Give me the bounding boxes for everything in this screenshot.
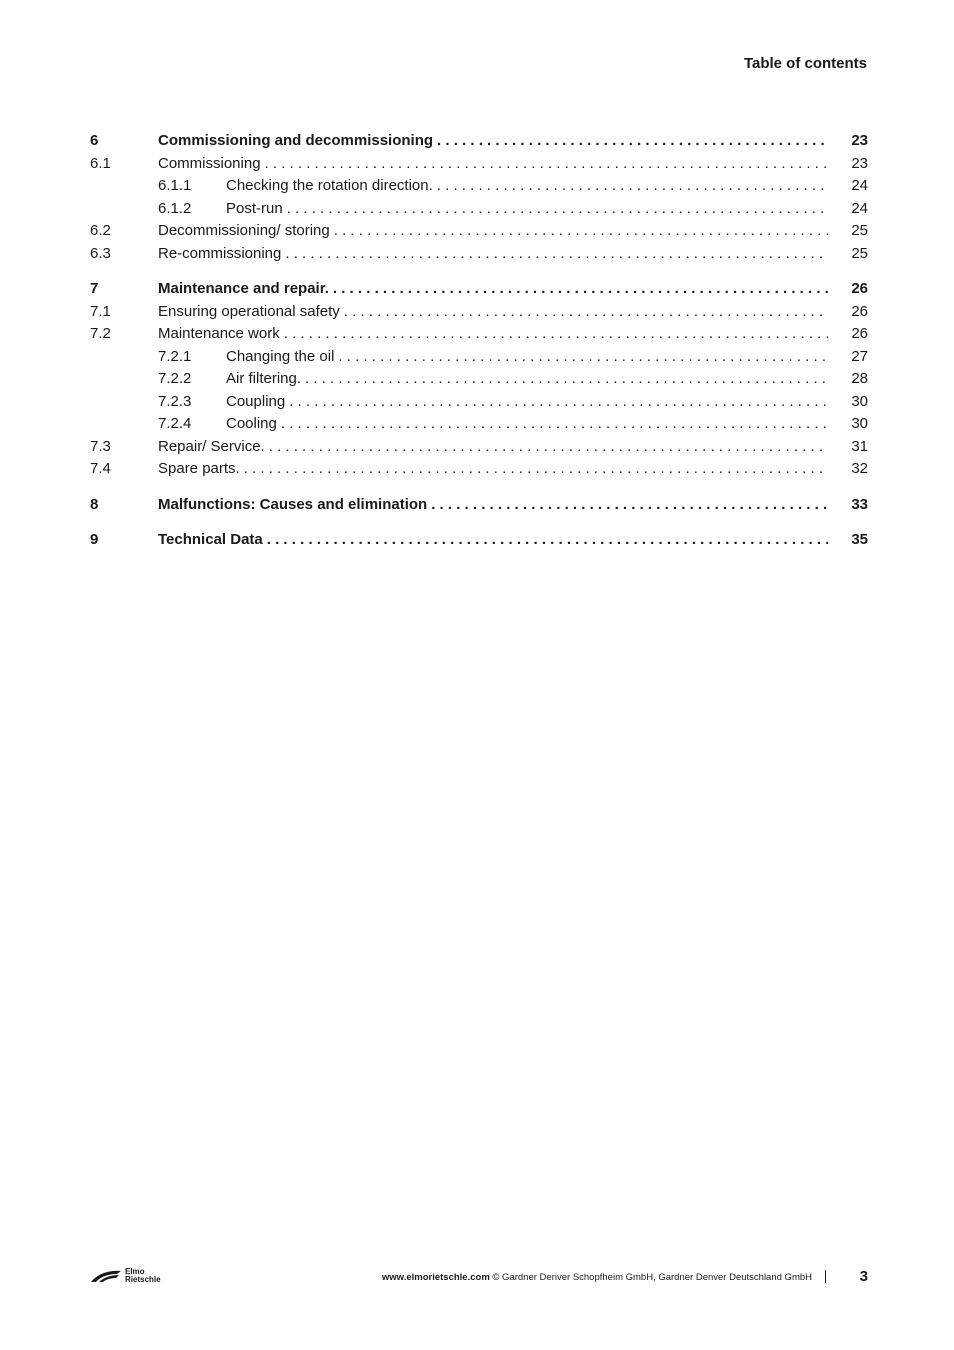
- toc-entry[interactable]: [90, 198, 868, 221]
- table-of-contents: [90, 130, 868, 552]
- logo-line-2: Rietschle: [125, 1275, 161, 1284]
- toc-entry-page: 28: [851, 370, 868, 387]
- toc-entry-number: 7: [90, 280, 99, 297]
- toc-dot-leader: [437, 175, 828, 198]
- toc-entry-number: 6.3: [90, 244, 111, 262]
- toc-entry-number: 7.3: [90, 437, 111, 455]
- toc-dot-leader: [269, 436, 828, 459]
- logo-wordmark: [125, 1268, 161, 1284]
- toc-dot-leader: [431, 494, 828, 517]
- toc-dot-leader: [289, 391, 828, 414]
- toc-entry-title: Spare parts.: [158, 460, 240, 477]
- toc-entry-number: 7.2: [90, 325, 111, 342]
- toc-entry-number: 6: [90, 132, 99, 149]
- toc-entry-title: Checking the rotation direction.: [226, 177, 433, 194]
- toc-entry-page: 31: [851, 437, 868, 455]
- toc-entry-page: 26: [851, 302, 868, 320]
- toc-entry-page: 24: [851, 199, 868, 217]
- footer-copyright: [382, 1272, 812, 1283]
- toc-dot-leader: [338, 346, 828, 369]
- toc-entry-title: Post-run: [226, 199, 283, 217]
- toc-entry-title: Air filtering.: [226, 370, 302, 387]
- toc-entry-title: Commissioning and decommissioning: [158, 132, 434, 149]
- toc-entry[interactable]: [90, 278, 868, 301]
- toc-dot-leader: [267, 529, 828, 552]
- toc-dot-leader: [265, 153, 828, 176]
- toc-entry-number: 6.1.2: [158, 199, 192, 217]
- toc-entry-page: 23: [851, 132, 868, 149]
- toc-entry[interactable]: [90, 391, 868, 414]
- toc-entry-title: Commissioning: [158, 154, 261, 172]
- toc-dot-leader: [344, 301, 828, 324]
- toc-entry-page: 26: [851, 280, 868, 297]
- toc-entry-number: 6.2: [90, 222, 111, 239]
- toc-dot-leader: [284, 323, 828, 346]
- toc-entry-page: 32: [851, 460, 868, 477]
- toc-entry-page: 25: [851, 244, 868, 262]
- toc-entry[interactable]: [90, 413, 868, 436]
- page-header-title: Table of contents: [743, 55, 867, 72]
- toc-dot-leader: [437, 130, 828, 153]
- footer-website-link[interactable]: www.elmorietschle.com: [381, 1272, 490, 1283]
- toc-dot-leader: [287, 198, 828, 221]
- toc-dot-leader: [334, 220, 828, 243]
- toc-entry-number: 7.1: [90, 302, 111, 320]
- toc-entry[interactable]: [90, 346, 868, 369]
- toc-entry-title: Technical Data: [158, 531, 263, 548]
- page-footer: [90, 1268, 868, 1288]
- toc-entry-page: 33: [851, 495, 868, 513]
- toc-entry[interactable]: [90, 243, 868, 266]
- footer-copyright-text: © Gardner Denver Schopfheim GmbH, Gardner Denver Deutschland GmbH: [489, 1272, 812, 1283]
- toc-entry-title: Maintenance work: [158, 325, 280, 342]
- toc-entry-number: 7.4: [90, 460, 111, 477]
- swoosh-logo-icon: [90, 1269, 122, 1283]
- toc-entry-number: 7.2.4: [158, 415, 192, 432]
- toc-entry[interactable]: [90, 458, 868, 481]
- toc-dot-leader: [285, 243, 828, 266]
- toc-entry-page: 26: [851, 325, 868, 342]
- footer-page-number: 3: [859, 1268, 868, 1285]
- toc-entry[interactable]: [90, 494, 868, 517]
- brand-logo: [90, 1268, 161, 1284]
- toc-entry-title: Malfunctions: Causes and elimination: [158, 495, 428, 513]
- toc-entry-number: 7.2.1: [158, 347, 192, 365]
- toc-entry-page: 23: [851, 154, 868, 172]
- toc-entry-title: Cooling: [226, 415, 277, 432]
- toc-dot-leader: [244, 458, 828, 481]
- toc-entry-title: Ensuring operational safety: [158, 302, 340, 320]
- toc-entry-title: Re-commissioning: [158, 244, 282, 262]
- toc-entry-page: 24: [851, 177, 868, 194]
- toc-entry-title: Maintenance and repair.: [158, 280, 329, 297]
- toc-entry-title: Repair/ Service.: [158, 437, 265, 455]
- toc-entry-number: 6.1: [90, 154, 111, 172]
- toc-entry-number: 6.1.1: [158, 177, 192, 194]
- toc-entry[interactable]: [90, 529, 868, 552]
- toc-entry[interactable]: [90, 436, 868, 459]
- toc-entry-page: 30: [851, 392, 868, 410]
- toc-dot-leader: [305, 368, 828, 391]
- toc-entry-page: 25: [851, 222, 868, 239]
- toc-entry[interactable]: [90, 130, 868, 153]
- toc-dot-leader: [281, 413, 828, 436]
- logo-line-1: Elmo: [125, 1267, 145, 1276]
- toc-entry-number: 7.2.2: [158, 370, 192, 387]
- toc-entry-number: 9: [90, 531, 99, 548]
- toc-entry[interactable]: [90, 323, 868, 346]
- toc-entry-page: 27: [851, 347, 868, 365]
- toc-entry[interactable]: [90, 301, 868, 324]
- toc-entry-title: Coupling: [226, 392, 286, 410]
- toc-entry[interactable]: [90, 368, 868, 391]
- toc-entry-title: Decommissioning/ storing: [158, 222, 330, 239]
- toc-entry-page: 30: [851, 415, 868, 432]
- toc-entry-number: 7.2.3: [158, 392, 192, 410]
- toc-entry-title: Changing the oil: [226, 347, 335, 365]
- toc-entry-page: 35: [851, 531, 868, 548]
- toc-entry[interactable]: [90, 153, 868, 176]
- toc-entry[interactable]: [90, 220, 868, 243]
- footer-divider: [825, 1270, 826, 1283]
- toc-entry[interactable]: [90, 175, 868, 198]
- toc-dot-leader: [333, 278, 828, 301]
- toc-entry-number: 8: [90, 495, 99, 513]
